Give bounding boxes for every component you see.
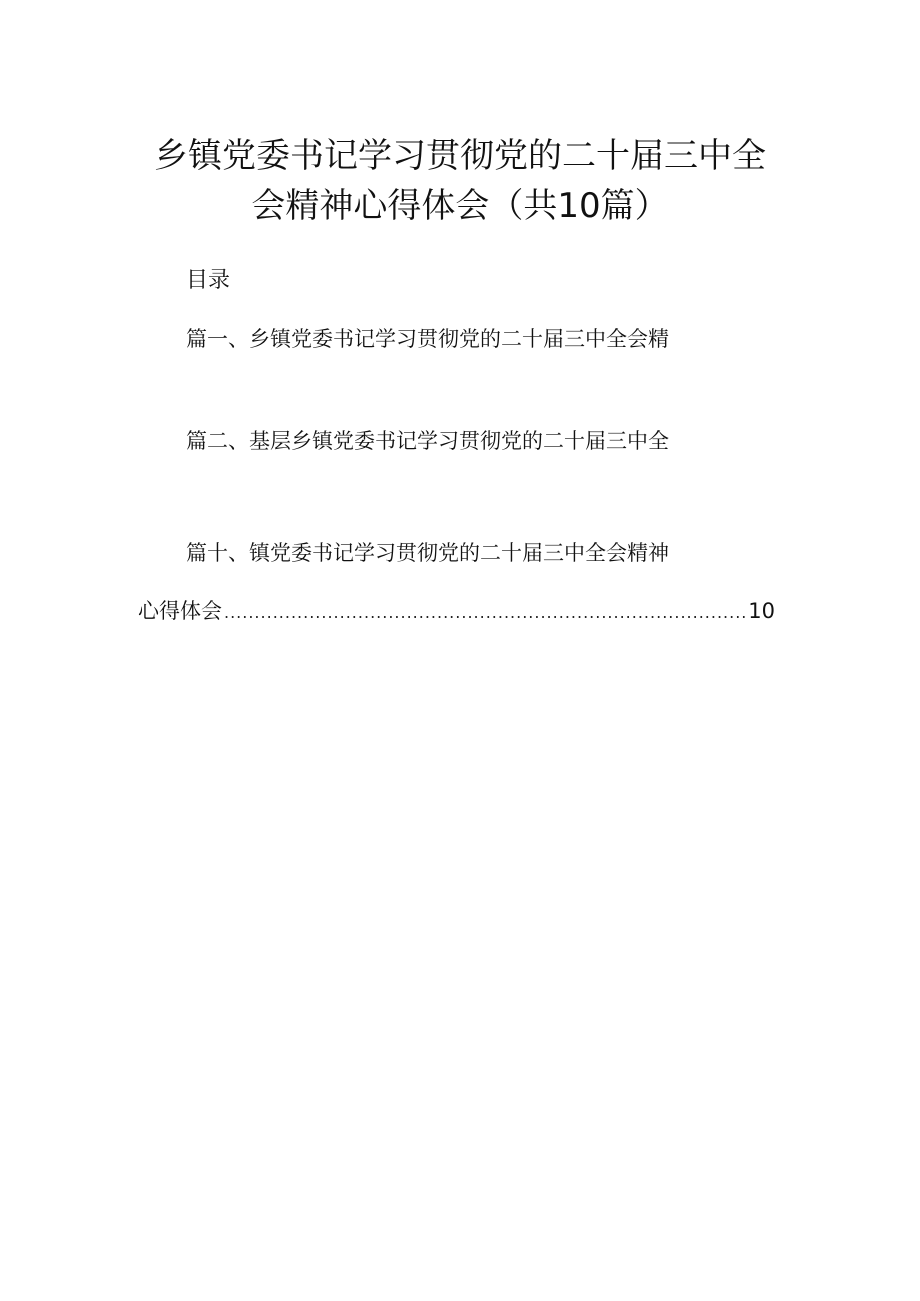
toc-entry-10-continuation[interactable] xyxy=(138,595,775,629)
toc-entry-1[interactable]: 篇一、乡镇党委书记学习贯彻党的二十届三中全会精 xyxy=(186,327,669,351)
document-title-line-1: 乡镇党委书记学习贯彻党的二十届三中全 xyxy=(154,136,766,176)
document-title-line-2: 会精神心得体会（共10篇） xyxy=(251,186,669,226)
toc-leader-dots xyxy=(224,597,746,629)
toc-heading: 目录 xyxy=(186,268,231,293)
toc-page-number: 10 xyxy=(748,599,775,623)
toc-entry-10[interactable]: 篇十、镇党委书记学习贯彻党的二十届三中全会精神 xyxy=(186,541,669,565)
toc-entry-10-continuation-text: 心得体会 xyxy=(138,599,222,623)
toc-entry-2[interactable]: 篇二、基层乡镇党委书记学习贯彻党的二十届三中全 xyxy=(186,429,669,453)
